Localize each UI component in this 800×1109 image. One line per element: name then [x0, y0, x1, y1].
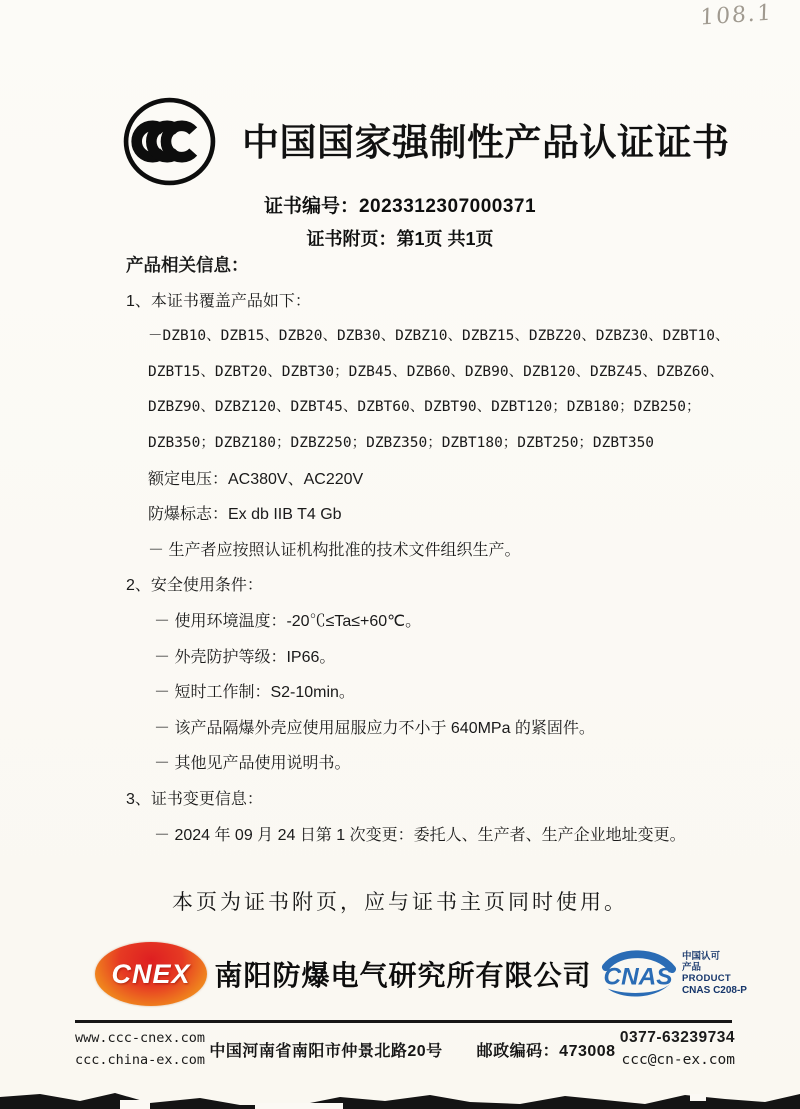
company-address: 中国河南省南阳市仲景北路20号 — [209, 1042, 443, 1060]
cnas-logo-icon — [599, 946, 677, 1002]
doc-line-rated-voltage: 额定电压：AC380V、AC220V — [148, 470, 364, 488]
doc-line-duty-cycle: － 短时工作制：S2-10min。 — [154, 684, 355, 702]
certificate-number-line — [0, 191, 800, 218]
section-change-info-heading: 3、证书变更信息： — [126, 790, 263, 808]
footer-websites — [75, 1027, 205, 1071]
certificate-number-value: 2023312307000371 — [358, 196, 537, 217]
doc-line-fasteners: － 该产品隔爆外壳应使用屈服应力不小于 640MPa 的紧固件。 — [154, 719, 595, 737]
email-address: ccc@cn-ex.com — [621, 1052, 735, 1068]
doc-line-ambient-temp: － 使用环境温度：-20℃≤Ta≤+60℃。 — [154, 612, 422, 630]
section-safety-heading: 2、安全使用条件： — [126, 577, 263, 595]
footer-logo-row — [95, 938, 747, 1010]
doc-line: － 生产者应按照认证机构批准的技术文件组织生产。 — [148, 541, 521, 559]
cnas-side-text — [682, 951, 747, 997]
handwritten-page-number: 108.1 — [699, 0, 774, 31]
cnas-text-en: PRODUCT — [681, 973, 732, 984]
doc-line-change-record: － 2024 年 09 月 24 日第 1 次变更：委托人、生产者、生产企业地址变更。 — [154, 826, 686, 844]
ccc-certification-mark-icon — [121, 95, 218, 188]
attachment-page-line: 证书附页：第1页 共1页 — [306, 229, 494, 249]
website-ccc-cnex: www.ccc-cnex.com — [75, 1030, 206, 1046]
footer-contact-strip — [75, 1027, 735, 1071]
doc-line-manual: － 其他见产品使用说明书。 — [154, 755, 351, 773]
doc-line-models: DZBT15、DZBT20、DZBT30；DZB45、DZB60、DZB90、DZB120、DZBZ45、DZBZ60、 — [148, 363, 724, 380]
phone-number: 0377-63239734 — [619, 1029, 735, 1046]
certificate-number-label: 证书编号： — [263, 196, 359, 217]
doc-line-ip-rating: － 外壳防护等级：IP66。 — [154, 648, 336, 666]
cnas-text-code: CNAS C208-P — [681, 985, 747, 996]
website-china-ex: ccc.china-ex.com — [75, 1052, 206, 1068]
footer-divider — [75, 1020, 732, 1023]
doc-line: 1、本证书覆盖产品如下： — [126, 292, 311, 310]
doc-line-models: DZB350；DZBZ180；DZBZ250；DZBZ350；DZBT180；DZBT250；DZBT350 — [148, 434, 655, 451]
cnex-logo-icon — [95, 942, 207, 1006]
document-title: 中国国家强制性产品认证证书 — [242, 122, 730, 163]
section-product-info-heading: 产品相关信息： — [126, 255, 249, 275]
company-name: 南阳防爆电气研究所有限公司 — [214, 960, 592, 991]
doc-line-models: DZBZ90、DZBZ120、DZBT45、DZBT60、DZBT90、DZBT120；DZB180；DZB250； — [148, 399, 701, 416]
attachment-usage-note: 本页为证书附页，应与证书主页同时使用。 — [172, 891, 628, 914]
postal-code: 邮政编码：473008 — [476, 1042, 616, 1060]
svg-text:CNAS: CNAS — [603, 963, 673, 991]
footer-phone-email — [620, 1027, 735, 1071]
doc-line-models: －DZB10、DZB15、DZB20、DZB30、DZBZ10、DZBZ15、DZBZ20、DZBZ30、DZBT10、 — [148, 328, 730, 345]
cnex-logo-label: CNEX — [111, 958, 191, 989]
doc-line-ex-marking: 防爆标志：Ex db IIB T4 Gb — [148, 506, 342, 524]
cnas-text-cn2: 产品 — [681, 962, 701, 973]
footer-address-line — [209, 1038, 615, 1061]
document-body — [126, 248, 766, 853]
scan-edge-artifact — [0, 1089, 800, 1109]
cnas-text-cn1: 中国认可 — [681, 951, 720, 962]
cnas-accreditation-mark — [599, 946, 747, 1002]
